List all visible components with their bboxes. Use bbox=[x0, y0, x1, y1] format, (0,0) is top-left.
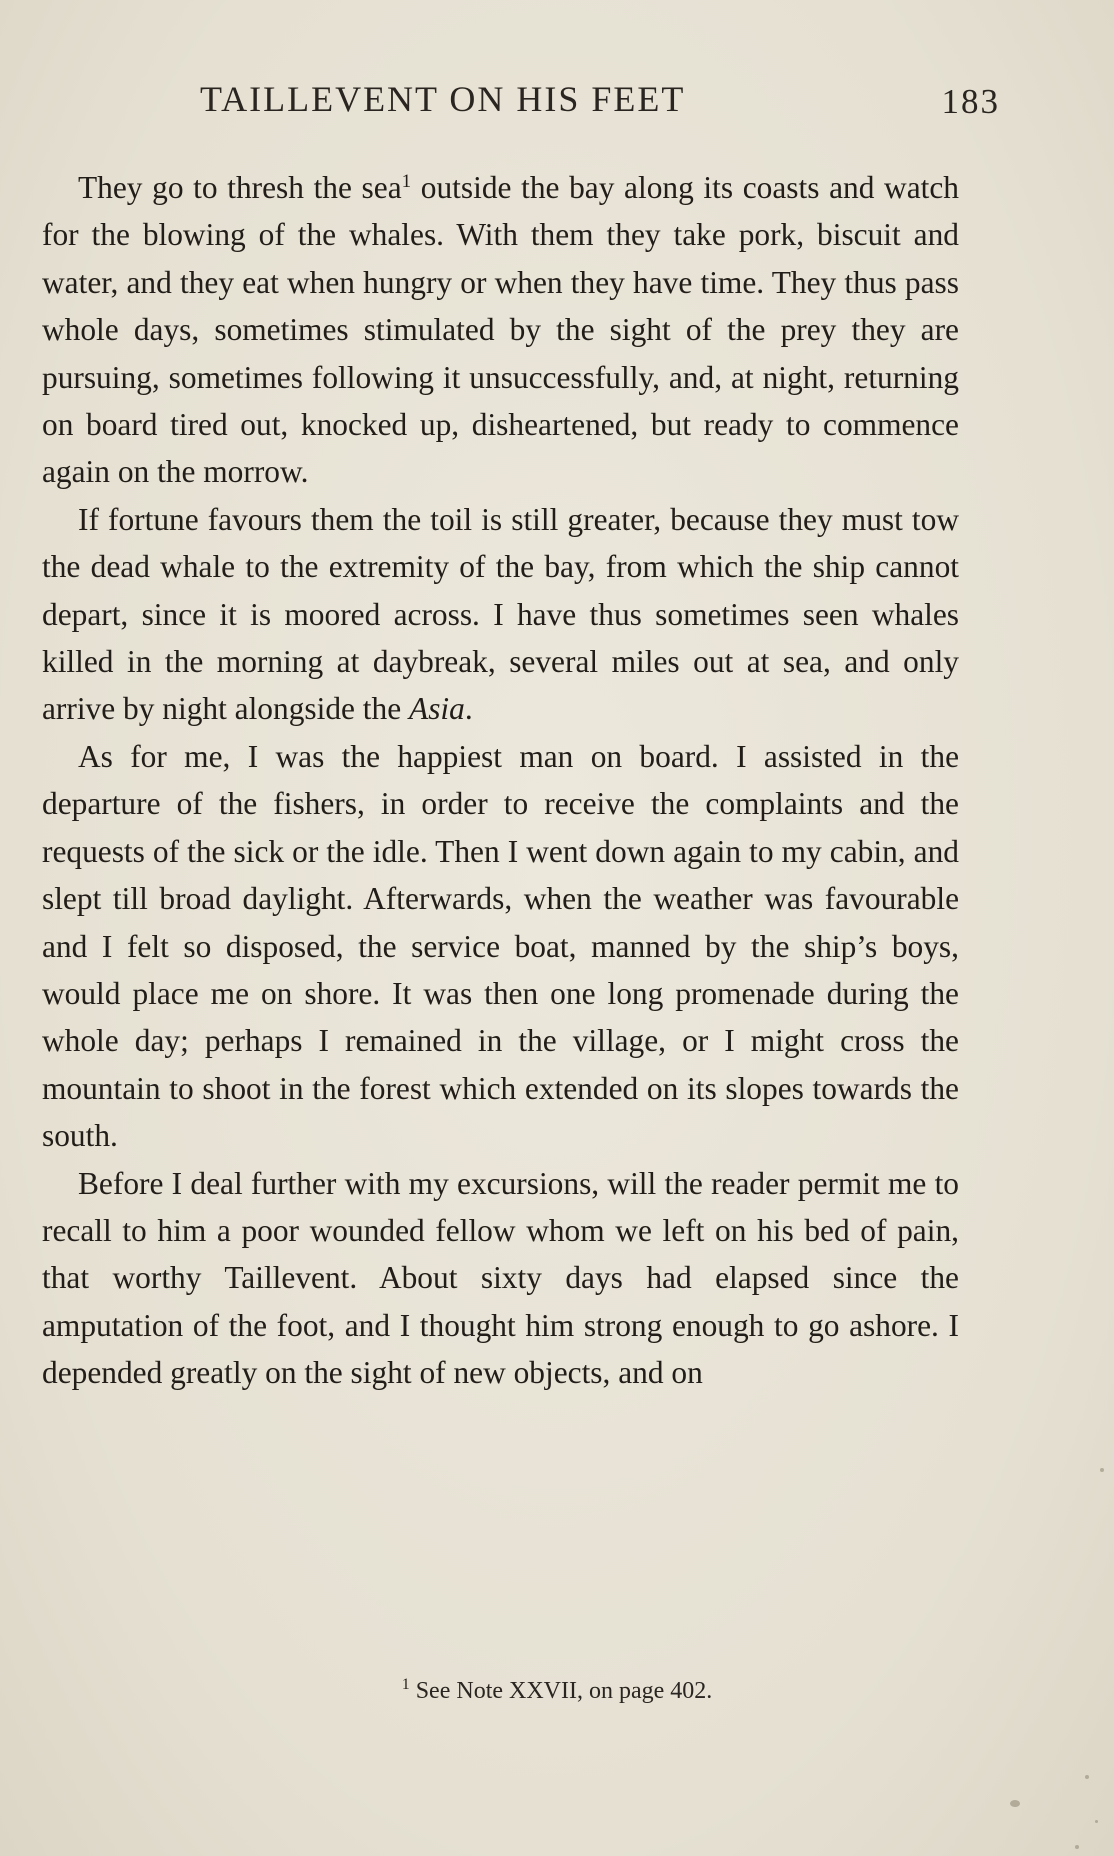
paragraph bbox=[42, 164, 959, 496]
paper-speck bbox=[1100, 1468, 1104, 1472]
paragraph-text: As for me, I was the happiest man on board. I assisted in the departure of the fishers, in order to receive the complaints and the requests of the sick or the idle. Then I went down again to my cabin, and slept till broad daylight. Afterwards, when the weather was favourable and I felt so disposed, the service boat, manned by the ship’s boys, would place me on shore. It was then one long promenade during the whole day; perhaps I remained in the village, or I might cross the mountain to shoot in the forest which extended on its slopes towards the south. bbox=[42, 738, 959, 1154]
paragraph-text: They go to thresh the sea bbox=[78, 170, 402, 205]
paragraph-text: . bbox=[464, 691, 473, 727]
footnote bbox=[0, 1676, 1114, 1705]
paragraph-text: outside the bay along its coasts and watch for the blowing of the whales. With them they take pork, biscuit and water, and they eat when hungry or when they have time. They thus pass whole days, sometimes stimulated by the sight of the prey they are pursuing, sometimes following it unsuccessfully, and, at night, returning on board tired out, knocked up, disheartened, but ready to commence again on the morrow. bbox=[42, 170, 959, 490]
paper-speck bbox=[1085, 1775, 1089, 1779]
paragraph-text: If fortune favours them the toil is still greater, because they must tow the dead whale to the extremity of the bay, from which the ship cannot depart, since it is moored across. I have thus sometimes seen whales killed in the morning at daybreak, several miles out at sea, and only arrive by night alongside the bbox=[42, 501, 959, 727]
text-body bbox=[42, 164, 959, 1397]
running-head bbox=[40, 78, 1080, 138]
paper-speck bbox=[1010, 1800, 1020, 1807]
italic-text: Asia bbox=[409, 691, 465, 727]
footnote-text: See Note XXVII, on page 402. bbox=[415, 1678, 713, 1704]
paper-speck bbox=[1095, 1820, 1098, 1823]
running-title: TAILLEVENT ON HIS FEET bbox=[200, 79, 686, 119]
paragraph bbox=[42, 733, 959, 1160]
footnote-reference: 1 bbox=[401, 171, 412, 192]
paragraph bbox=[42, 496, 959, 733]
paper-speck bbox=[1075, 1845, 1079, 1849]
paragraph bbox=[42, 1160, 959, 1397]
footnote-mark: 1 bbox=[401, 1676, 410, 1693]
paragraph-text: Before I deal further with my excursions, will the reader permit me to recall to him a poor wounded fellow whom we left on his bed of pain, that worthy Taillevent. About sixty days had elapsed since the amputation of the foot, and I thought him strong enough to go ashore. I depended greatly on the sight of new objects, and on bbox=[42, 1165, 959, 1391]
page-number: 183 bbox=[941, 82, 1000, 121]
